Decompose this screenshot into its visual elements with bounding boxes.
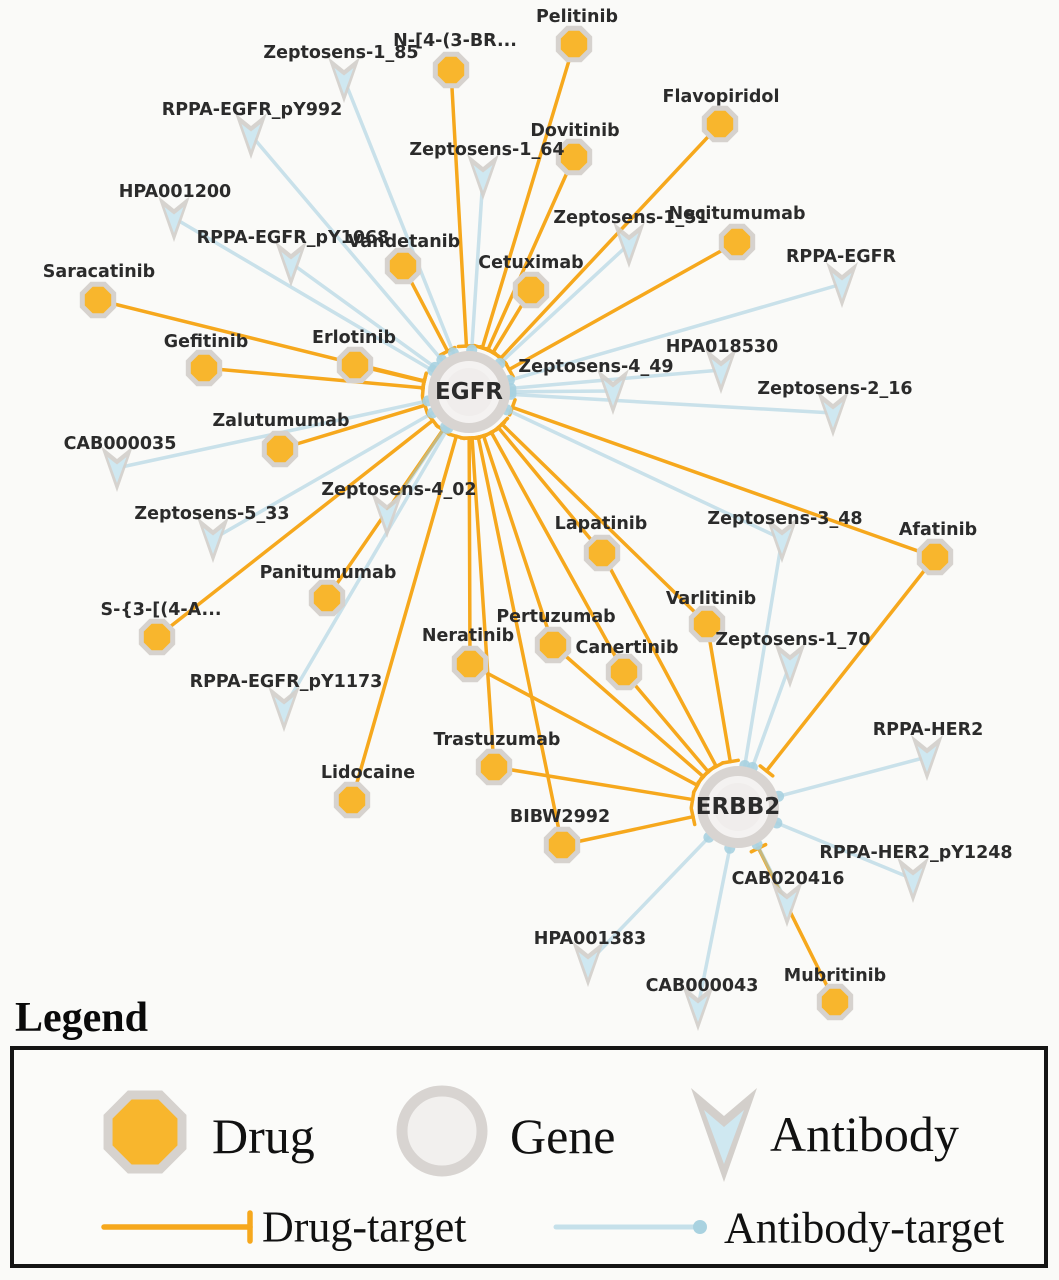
drug-label-saracatinib: Saracatinib xyxy=(42,262,156,282)
drug-label-lapatinib: Lapatinib xyxy=(554,514,648,534)
drug-node-gefitinib[interactable] xyxy=(188,352,219,383)
antibody-label-zeptosens-2-16: Zeptosens-2_16 xyxy=(757,379,913,399)
antibody-label-zeptosens-4-02: Zeptosens-4_02 xyxy=(321,480,477,500)
drug-node-bibw2992[interactable] xyxy=(546,829,577,860)
drug-node-necitumumab[interactable] xyxy=(721,226,752,257)
antibody-node-zeptosens-1-51[interactable] xyxy=(613,222,645,268)
drug-node-lidocaine[interactable] xyxy=(336,784,367,815)
antibody-target-legend-label: Antibody-target xyxy=(724,1203,1005,1253)
drug-label-lidocaine: Lidocaine xyxy=(320,763,416,783)
antibody-label-zeptosens-4-49: Zeptosens-4_49 xyxy=(518,357,674,377)
drug-node-afatinib[interactable] xyxy=(919,541,950,572)
drug-node-erlotinib[interactable] xyxy=(339,349,370,380)
drug-node-n-4-3-br[interactable] xyxy=(435,54,466,85)
antibody-label-cab000043: CAB000043 xyxy=(645,976,759,996)
gene-legend-label: Gene xyxy=(510,1108,616,1164)
drug-label-neratinib: Neratinib xyxy=(421,626,515,646)
antibody-label-rppa-her2-py1248: RPPA-HER2_pY1248 xyxy=(819,843,1013,863)
drug-target-legend-label: Drug-target xyxy=(262,1202,467,1252)
drug-label-gefitinib: Gefitinib xyxy=(163,332,249,352)
drug-legend-icon xyxy=(95,1082,195,1182)
antibody-label-cab000035: CAB000035 xyxy=(63,434,177,454)
drug-node-lapatinib[interactable] xyxy=(586,537,617,568)
edge-antibody-target-zeptosens-3-48-erbb2 xyxy=(745,539,782,766)
antibody-label-rppa-her2: RPPA-HER2 xyxy=(872,720,984,740)
drug-label-n-4-3-br: N-[4-(3-BR... xyxy=(393,31,517,51)
antibody-node-zeptosens-1-64[interactable] xyxy=(467,154,499,200)
drug-node-canertinib[interactable] xyxy=(608,656,639,687)
antibody-legend-label: Antibody xyxy=(770,1106,959,1162)
drug-label-zalutumumab: Zalutumumab xyxy=(212,411,350,431)
antibody-label-zeptosens-1-51: Zeptosens-1_51 xyxy=(553,208,709,228)
drug-label-erlotinib: Erlotinib xyxy=(312,328,396,348)
antibody-node-rppa-her2-py1248[interactable] xyxy=(897,857,929,903)
drug-node-trastuzumab[interactable] xyxy=(478,751,509,782)
drug-node-mubritinib[interactable] xyxy=(819,986,850,1017)
edge-drug-target-n-4-3-br-egfr xyxy=(451,70,466,346)
drug-node-neratinib[interactable] xyxy=(454,648,485,679)
antibody-node-zeptosens-1-85[interactable] xyxy=(328,57,360,103)
drug-node-zalutumumab[interactable] xyxy=(264,433,295,464)
antibody-label-zeptosens-1-85: Zeptosens-1_85 xyxy=(263,43,419,63)
drug-target-legend-icon xyxy=(98,1207,268,1247)
drug-label-canertinib: Canertinib xyxy=(575,638,679,658)
antibody-target-legend-icon xyxy=(550,1209,720,1245)
drug-label-bibw2992: BIBW2992 xyxy=(509,807,611,827)
antibody-label-zeptosens-1-64: Zeptosens-1_64 xyxy=(409,140,565,160)
drug-node-saracatinib[interactable] xyxy=(82,284,113,315)
drug-node-cetuximab[interactable] xyxy=(515,274,546,305)
drug-label-dovitinib: Dovitinib xyxy=(530,121,620,141)
antibody-label-rppa-egfr-py992: RPPA-EGFR_pY992 xyxy=(161,100,343,120)
antibody-legend-icon xyxy=(679,1078,769,1188)
drug-label-afatinib: Afatinib xyxy=(898,520,978,540)
antibody-label-hpa001383: HPA001383 xyxy=(533,929,647,949)
gene-label-erbb2: ERBB2 xyxy=(695,794,781,820)
antibody-label-cab020416: CAB020416 xyxy=(731,869,845,889)
drug-label-mubritinib: Mubritinib xyxy=(783,966,887,986)
antibody-label-hpa018530: HPA018530 xyxy=(665,337,779,357)
drug-node-flavopiridol[interactable] xyxy=(704,108,735,139)
drug-label-pertuzumab: Pertuzumab xyxy=(496,607,616,627)
edge-drug-target-trastuzumab-erbb2 xyxy=(494,767,693,800)
edge-tee-erlotinib-egfr xyxy=(422,374,426,390)
drug-node-vandetanib[interactable] xyxy=(387,250,418,281)
legend-title: Legend xyxy=(15,995,149,1041)
antibody-label-zeptosens-3-48: Zeptosens-3_48 xyxy=(707,509,863,529)
drug-node-panitumumab[interactable] xyxy=(311,582,342,613)
antibody-label-rppa-egfr: RPPA-EGFR xyxy=(785,247,897,267)
edge-drug-target-canertinib-erbb2 xyxy=(624,672,708,772)
antibody-label-zeptosens-1-70: Zeptosens-1_70 xyxy=(715,630,871,650)
drug-label-panitumumab: Panitumumab xyxy=(259,563,397,583)
edge-tee-trastuzumab-erbb2 xyxy=(691,792,694,808)
edge-tee-bibw2992-erbb2 xyxy=(691,809,694,825)
antibody-label-hpa001200: HPA001200 xyxy=(118,182,232,202)
drug-label-necitumumab: Necitumumab xyxy=(668,204,806,224)
edge-tee-varlitinib-erbb2 xyxy=(722,760,738,763)
edge-drug-target-afatinib-egfr xyxy=(512,407,935,557)
antibody-label-rppa-egfr-py1173: RPPA-EGFR_pY1173 xyxy=(189,672,383,692)
drug-node-s-3-4-a[interactable] xyxy=(141,621,172,652)
gene-legend-icon xyxy=(392,1081,492,1181)
antibody-node-hpa001200[interactable] xyxy=(158,196,190,242)
drug-label-vandetanib: Vandetanib xyxy=(347,232,461,252)
drug-node-pelitinib[interactable] xyxy=(558,28,589,59)
edge-antibody-target-zeptosens-4-49-egfr xyxy=(511,391,613,392)
edge-antibody-target-rppa-her2-erbb2 xyxy=(779,757,927,796)
antibody-label-rppa-egfr-py1068: RPPA-EGFR_pY1068 xyxy=(196,228,390,248)
drug-label-pelitinib: Pelitinib xyxy=(535,7,619,27)
antibody-node-rppa-egfr-py1173[interactable] xyxy=(268,686,300,732)
antibody-label-zeptosens-5-33: Zeptosens-5_33 xyxy=(134,504,290,524)
drug-label-varlitinib: Varlitinib xyxy=(665,589,757,609)
drug-label-s-3-4-a: S-{3-[(4-A... xyxy=(100,600,222,620)
drug-label-flavopiridol: Flavopiridol xyxy=(662,87,780,107)
drug-label-cetuximab: Cetuximab xyxy=(478,253,584,273)
drug-node-pertuzumab[interactable] xyxy=(537,629,568,660)
antibody-node-rppa-egfr[interactable] xyxy=(826,262,858,308)
gene-label-egfr: EGFR xyxy=(434,379,504,405)
drug-legend-label: Drug xyxy=(212,1108,315,1164)
antibody-node-rppa-her2[interactable] xyxy=(911,735,943,781)
drug-label-trastuzumab: Trastuzumab xyxy=(433,730,561,750)
